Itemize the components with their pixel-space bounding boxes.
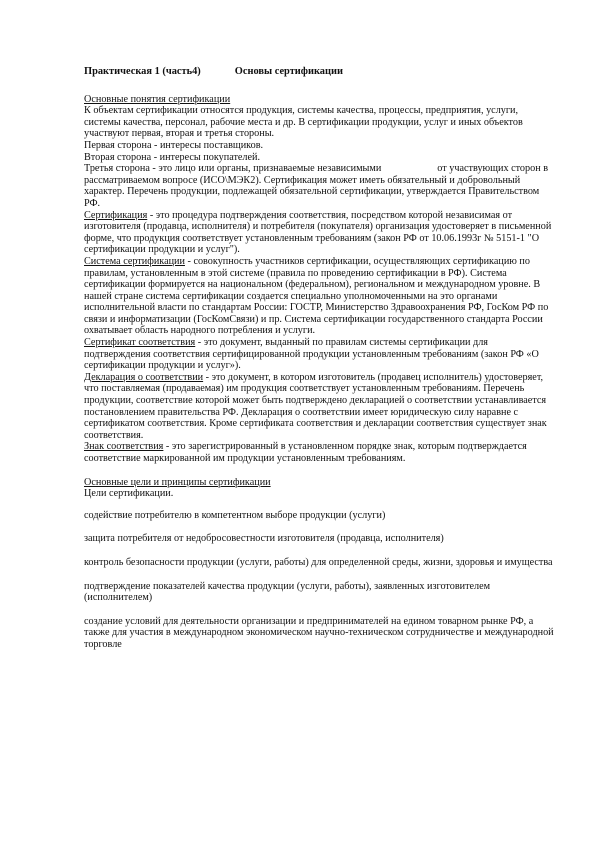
- document-title: [84, 66, 554, 78]
- mark-text: - это зарегистрированный в установленном порядке знак, которым подтверждается соответствие маркированной им продукции установленным требованиям.: [84, 441, 527, 464]
- section-basic-concepts-heading: Основные понятия сертификации: [84, 93, 231, 105]
- system-text: - совокупность участников сертификации, осуществляющих сертификацию по правилам, установленным в этой системе (правила по проведению сертификации в РФ). Система сертификации формируется на национальном (федеральном), региональном и международном уровне. В нашей стране система сертификации создается специально уполномоченными на это органами исполнительной власти по стандартам России: ГОСТР, Министерство Здравоохранения РФ, ГосКом РФ по связи и информатизации (ГосКомСвязи) и пр. Система сертификации государственного стандарта России охватывает область народного потребления и услуги.: [84, 255, 549, 337]
- section-goals: [84, 477, 554, 651]
- first-party-paragraph: Первая сторона - интересы поставщиков.: [84, 139, 264, 151]
- system-term: Система сертификации: [84, 255, 185, 267]
- certification-term: Сертификация: [84, 209, 148, 221]
- document-page: [84, 66, 554, 663]
- intro-paragraph: К объектам сертификации относятся продукция, системы качества, процессы, предприятия, услуги, системы качества, персонал, рабочие места и др. В сертификации продукции, услуг и иных объектов участвуют первая, вторая и третья стороны.: [84, 105, 523, 140]
- second-party-paragraph: Вторая сторона - интересы покупателей.: [84, 151, 261, 163]
- goals-title: Цели сертификации.: [84, 488, 174, 500]
- section-basic-concepts: [84, 94, 554, 465]
- certification-definition: [84, 210, 554, 256]
- document-title-right: Основы сертификации: [234, 66, 343, 77]
- section-goals-heading: Основные цели и принципы сертификации: [84, 476, 271, 488]
- system-definition: [84, 256, 554, 337]
- declaration-text: - это документ, в котором изготовитель (продавец исполнитель) удостоверяет, что поставляемая (продаваемая) им продукция соответствует установленным требованиям. Перечень продукции, соответствие которой может быть подтверждено декларацией о соответствии устанавливается постановлением правительства РФ. Декларация о соответствии имеет юридическую силу наравне с сертификатом соответствия. Кроме сертификата соответствия и декларации соответствия существует знак соответствия.: [84, 371, 547, 441]
- goal-item: контроль безопасности продукции (услуги, работы) для определенной среды, жизни, здоровья и имущества: [84, 556, 553, 568]
- declaration-term: Декларация о соответствии: [84, 371, 204, 383]
- certificate-term: Сертификат соответствия: [84, 337, 196, 349]
- goal-item: содействие потребителю в компетентном выборе продукции (услуги): [84, 509, 386, 521]
- document-title-left: Практическая 1 (часть4): [84, 66, 201, 77]
- declaration-definition: [84, 372, 554, 442]
- goal-item: защита потребителя от недобросовестности изготовителя (продавца, исполнителя): [84, 533, 444, 545]
- goal-item: создание условий для деятельности организации и предпринимателей на едином товарном рынке РФ, а также для участия в международном экономическом научно-техническом сотрудничестве и международной торговле: [84, 615, 554, 650]
- certification-text: - это процедура подтверждения соответствия, посредством которой независимая от изготовителя (продавца, исполнителя) и потребителя (покупателя) организация удостоверяет в письменной форме, что продукция соответствует установленным требованиям (закон РФ от 10.06.1993г № 5151-1 "О сертификации продукции и услуг").: [84, 209, 552, 256]
- mark-term: Знак соответствия: [84, 441, 164, 453]
- certificate-text: - это документ, выданный по правилам системы сертификации для подтверждения соответствия сертифицированной продукции установленным требованиям (закон РФ «О сертификации продукции и услуг»).: [84, 337, 539, 372]
- goal-item: подтверждение показателей качества продукции (услуги, работы), заявленных изготовителем (исполнителем): [84, 580, 491, 604]
- mark-definition: [84, 441, 554, 464]
- third-party-paragraph: Третья сторона - это лицо или органы, признаваемые независимыми от участвующих сторон в рассматриваемом вопросе (ИСО\МЭК2). Сертификация может иметь обязательный и добровольный характер. Перечень продукции, подлежащей обязательной сертификации, утверждается Правительством РФ.: [84, 163, 551, 209]
- certificate-definition: [84, 337, 554, 372]
